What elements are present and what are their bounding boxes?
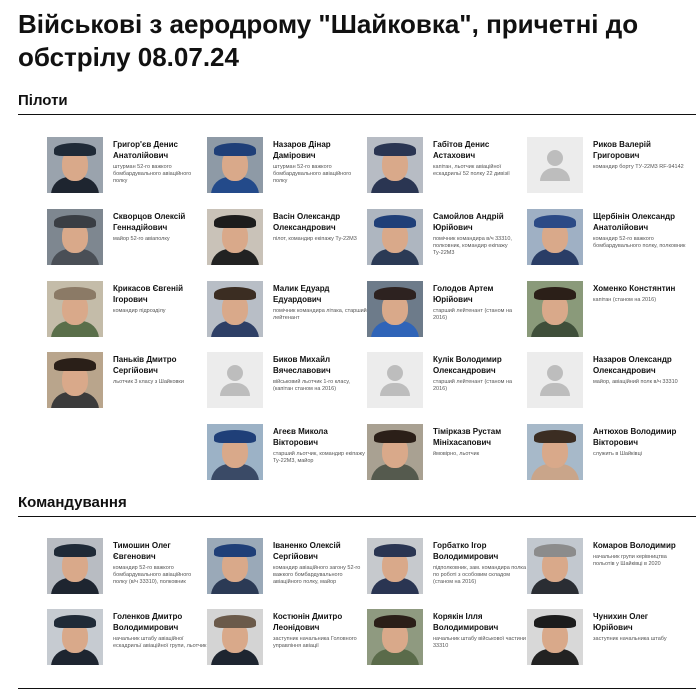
person-photo	[527, 538, 583, 594]
avatar-head-shape	[387, 365, 403, 381]
person-description: майор, авіаційний полк в/ч 33310	[593, 379, 678, 385]
person-description: льотчик 3 класу з Шайковки	[113, 379, 184, 385]
avatar-head-shape	[547, 365, 563, 381]
person-name: Крикасов Євгеній Ігорович	[113, 284, 183, 304]
avatar-placeholder-icon	[367, 352, 423, 408]
person-card[interactable]	[527, 352, 687, 412]
person-card[interactable]	[47, 609, 207, 669]
person-description: командир авіаційного загону 52-го важкого бомбардувального авіаційного полку, майор	[273, 565, 361, 585]
person-card[interactable]	[367, 538, 527, 598]
person-card[interactable]	[527, 137, 687, 197]
photo-headwear	[54, 615, 96, 628]
person-photo	[47, 609, 103, 665]
person-photo	[47, 137, 103, 193]
person-description: заступник начальника Головного управління авіації	[273, 636, 357, 649]
person-photo	[367, 609, 423, 665]
person-name: Риков Валерій Григорович	[593, 140, 651, 160]
person-photo	[207, 538, 263, 594]
avatar-head-shape	[227, 365, 243, 381]
person-description: командир борту ТУ-22М3 RF-94142	[593, 164, 684, 170]
avatar-body-shape	[220, 383, 250, 396]
person-name: Чунихин Олег Юрійович	[593, 612, 649, 632]
person-name: Горбатко Ігор Володимирович	[433, 541, 499, 561]
photo-headwear	[54, 143, 96, 156]
photo-headwear	[534, 544, 576, 557]
photo-headwear	[214, 143, 256, 156]
person-card[interactable]	[207, 209, 367, 269]
person-description: служить в Шайківці	[593, 451, 642, 457]
page-title: Військові з аеродрому "Шайковка", причетні до обстрілу 08.07.24	[18, 9, 639, 72]
person-description: заступник начальника штабу	[593, 636, 667, 642]
photo-headwear	[214, 287, 256, 300]
person-name: Васін Олександр Олександрович	[273, 212, 341, 232]
person-name: Паньків Дмитро Сергійович	[113, 355, 177, 375]
section-title-pilots: Пілоти	[18, 92, 68, 109]
person-name: Тимошин Олег Євгенович	[113, 541, 171, 561]
person-name: Комаров Володимир	[593, 541, 676, 550]
photo-headwear	[214, 544, 256, 557]
section-divider	[18, 114, 696, 115]
person-description: начальник штабу військової частини 33310	[433, 636, 526, 649]
person-name: Самойлов Андрій Юрійович	[433, 212, 504, 232]
person-card[interactable]	[47, 137, 207, 197]
photo-headwear	[54, 287, 96, 300]
person-name: Назаров Дінар Дамірович	[273, 140, 331, 160]
person-name: Григор'єв Денис Анатолійович	[113, 140, 178, 160]
person-photo	[527, 209, 583, 265]
bottom-divider	[18, 688, 696, 689]
person-card[interactable]	[207, 538, 367, 598]
person-card[interactable]	[367, 424, 527, 484]
person-photo	[207, 281, 263, 337]
person-photo	[47, 352, 103, 408]
photo-headwear	[534, 430, 576, 443]
photo-headwear	[534, 287, 576, 300]
person-photo	[47, 281, 103, 337]
person-card[interactable]	[527, 424, 687, 484]
person-description: підполковник, зам. командира полка по роботі з особовим складом (станом на 2016)	[433, 565, 527, 585]
photo-headwear	[374, 430, 416, 443]
person-name: Малик Едуард Едуардович	[273, 284, 330, 304]
person-photo	[367, 137, 423, 193]
person-photo	[527, 281, 583, 337]
person-name: Тімірказв Рустам Мініхасапович	[433, 427, 502, 447]
person-name: Костюнін Дмитро Леонідович	[273, 612, 343, 632]
person-card[interactable]	[207, 424, 367, 484]
person-description: капітан, льотчик авіаційної ескадрильї 52 полку 22 дивізії	[433, 164, 510, 177]
photo-headwear	[374, 615, 416, 628]
person-description: капітан (станом на 2016)	[593, 297, 657, 303]
person-name: Кулік Володимир Олександрович	[433, 355, 502, 375]
person-photo	[367, 281, 423, 337]
avatar-body-shape	[380, 383, 410, 396]
person-photo	[207, 609, 263, 665]
person-name: Хоменко Констянтин	[593, 284, 676, 293]
person-name: Назаров Олександр Олександрович	[593, 355, 672, 375]
avatar-placeholder-icon	[207, 352, 263, 408]
avatar-head-shape	[547, 150, 563, 166]
person-name: Голенков Дмитро Володимирович	[113, 612, 183, 632]
person-card[interactable]	[367, 352, 527, 412]
person-card[interactable]	[527, 538, 687, 598]
person-description: старший лейтенант (станом на 2016)	[433, 379, 513, 392]
person-description: начальник групи керівництва польотів у Шайківці в 2020	[593, 554, 667, 567]
photo-headwear	[374, 143, 416, 156]
photo-headwear	[374, 215, 416, 228]
section-divider	[18, 516, 696, 517]
person-name: Габітов Денис Астахович	[433, 140, 490, 160]
person-description: командир підрозділу	[113, 308, 166, 314]
photo-headwear	[374, 287, 416, 300]
avatar-placeholder-icon	[527, 137, 583, 193]
person-name: Агеєв Микола Вікторович	[273, 427, 328, 447]
person-photo	[207, 209, 263, 265]
person-card[interactable]	[47, 209, 207, 269]
person-card[interactable]	[47, 281, 207, 341]
person-card[interactable]	[527, 609, 687, 669]
person-description: помічник командира літака, старший лейтенант	[273, 308, 367, 321]
person-card[interactable]	[207, 281, 367, 341]
photo-headwear	[54, 544, 96, 557]
person-card[interactable]	[47, 538, 207, 598]
avatar-placeholder-icon	[527, 352, 583, 408]
person-name: Антюхов Володимир Вікторович	[593, 427, 677, 447]
avatar-body-shape	[540, 168, 570, 181]
person-name: Іваненко Олексій Сергійович	[273, 541, 341, 561]
photo-headwear	[214, 215, 256, 228]
person-photo	[367, 424, 423, 480]
person-card[interactable]	[527, 281, 687, 341]
person-name: Корякін Ілля Володимирович	[433, 612, 499, 632]
person-name: Биков Михайл Вячеславович	[273, 355, 331, 375]
photo-headwear	[534, 215, 576, 228]
person-photo	[367, 538, 423, 594]
person-card[interactable]	[207, 609, 367, 669]
photo-headwear	[214, 430, 256, 443]
person-photo	[527, 609, 583, 665]
person-description: старший лейтенант (станом на 2016)	[433, 308, 513, 321]
person-photo	[47, 209, 103, 265]
person-description: командир 52-го важкого бомбардувального авіаційного полку (в/ч 33310), полковник	[113, 565, 192, 585]
person-name: Скворцов Олексій Геннадійович	[113, 212, 186, 232]
photo-headwear	[54, 215, 96, 228]
person-photo	[47, 538, 103, 594]
person-description: військовий льотчик 1-го класу, (капітан станом на 2016)	[273, 379, 350, 392]
person-name: Голодов Артем Юрійович	[433, 284, 494, 304]
person-card[interactable]	[527, 209, 687, 269]
person-card[interactable]	[47, 352, 207, 412]
person-description: штурман 52-го важкого бомбардувального авіаційного полку	[273, 164, 352, 184]
person-description: начальник штабу авіаційної ескадрильї авіаційної групи, льотчик	[113, 636, 207, 649]
person-card[interactable]	[367, 209, 527, 269]
person-description: майор 52-го авіаполку	[113, 236, 170, 242]
person-description: ймовірно, льотчик	[433, 451, 480, 457]
person-card[interactable]	[367, 609, 527, 669]
person-name: Щербінін Олександр Анатолійович	[593, 212, 675, 232]
photo-headwear	[534, 615, 576, 628]
person-card[interactable]	[207, 352, 367, 412]
person-description: пілот, командир екіпажу Ту-22М3	[273, 236, 357, 242]
person-card[interactable]	[367, 281, 527, 341]
photo-headwear	[214, 615, 256, 628]
photo-headwear	[374, 544, 416, 557]
person-description: штурман 52-го важкого бомбардувального авіаційного полку	[113, 164, 192, 184]
avatar-body-shape	[540, 383, 570, 396]
person-card[interactable]	[207, 137, 367, 197]
person-photo	[207, 137, 263, 193]
person-description: помічник командира в/ч 33310, полковник, командир екіпажу Ту-22М3	[433, 236, 512, 256]
person-description: командир 52-го важкого бомбардувального полку, полковник	[593, 236, 686, 249]
person-photo	[207, 424, 263, 480]
person-photo	[367, 209, 423, 265]
photo-headwear	[54, 358, 96, 371]
person-description: старший льотчик, командир екіпажу Ту-22М3, майор	[273, 451, 365, 464]
section-title-command: Командування	[18, 494, 127, 511]
person-photo	[527, 424, 583, 480]
person-card[interactable]	[367, 137, 527, 197]
